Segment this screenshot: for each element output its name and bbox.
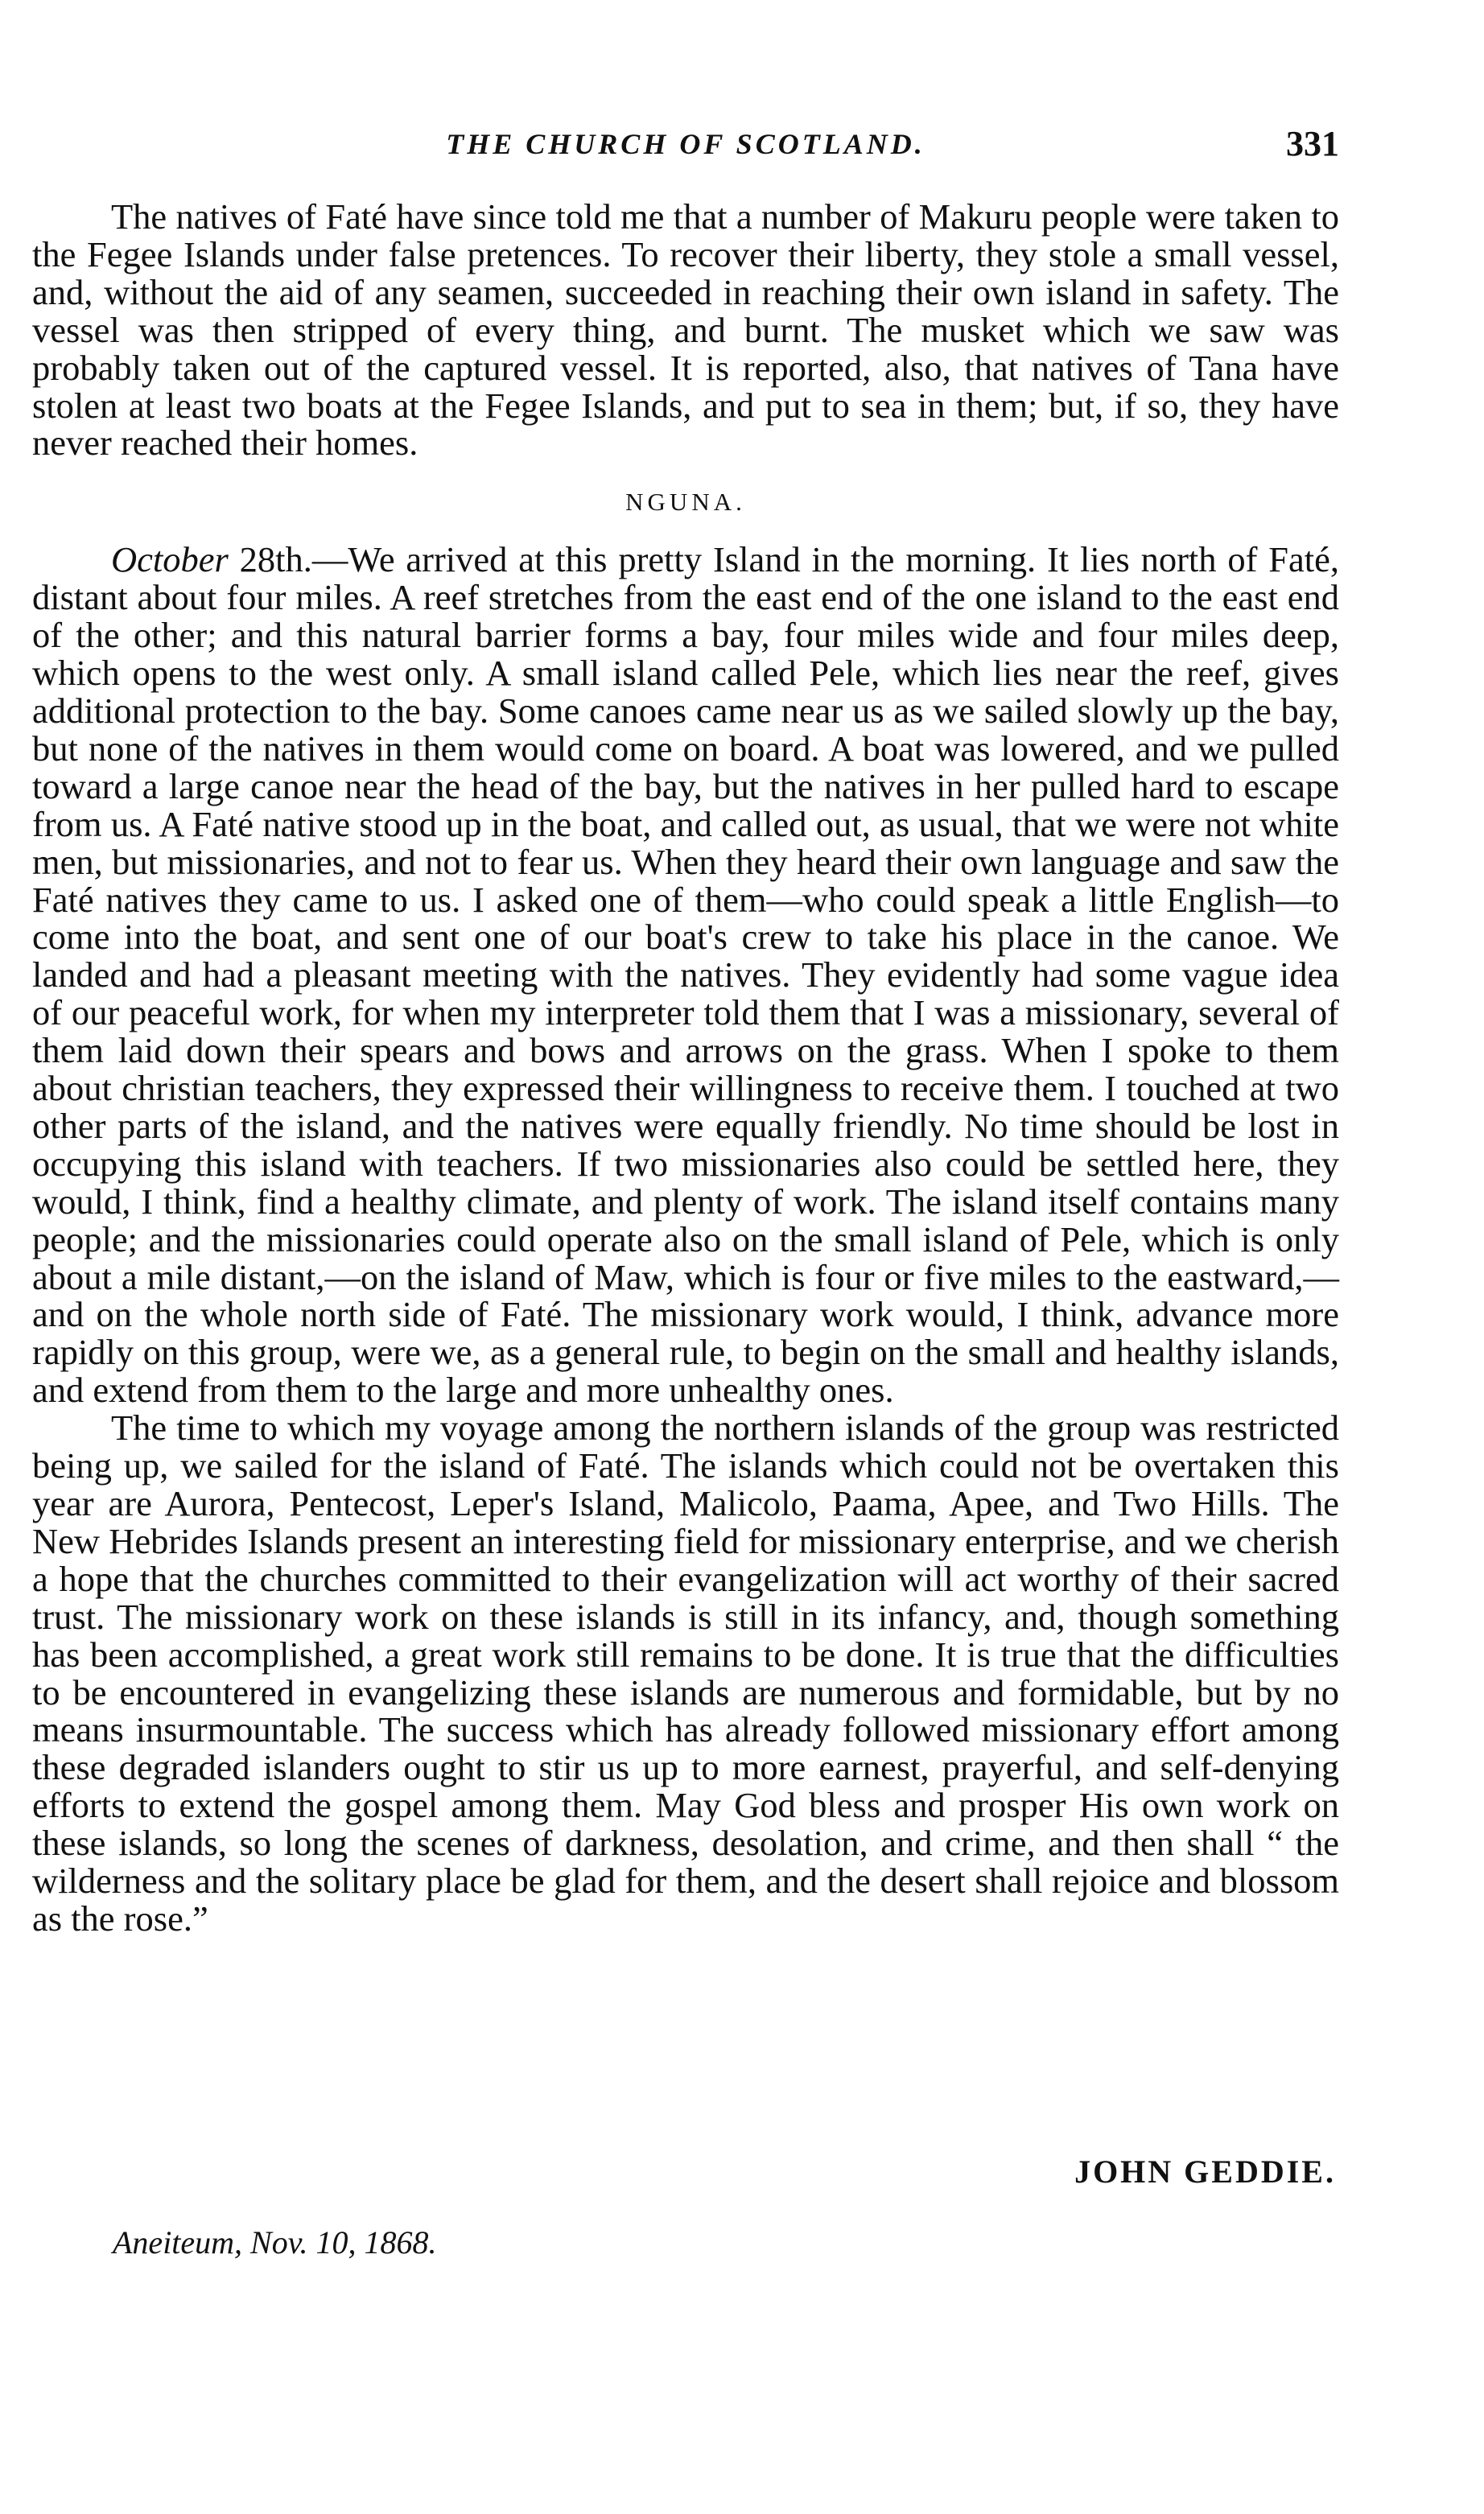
page-number: 331 <box>1286 124 1339 163</box>
paragraph-nguna-visit-text: 28th.—We arrived at this pretty Island in the morning. It lies north of Faté, distant about four miles. A reef stretches from the east end of the one island to the east end of the other; and this natural barrier forms a bay, four miles wide and four miles deep, which opens to the west only. A small island called Pele, which lies near the reef, gives additional protection to the bay. Some canoes came near us as we sailed slowly up the bay, but none of the natives in them would come on board. A boat was lowered, and we pulled toward a large canoe near the head of the bay, but the natives in her pulled hard to escape from us. A Faté native stood up in the boat, and called out, as usual, that we were not white men, but missionaries, and not to fear us. When they heard their own language and saw the Faté natives they came to us. I asked one of them—who could speak a little English—to come into the boat, and sent one of our boat's crew to take his place in the canoe. We landed and had a pleasant meeting with the natives. They evidently had some vague idea of our peaceful work, for when my interpreter told them that I was a missionary, several of them laid down their spears and bows and arrows on the grass. When I spoke to them about christian teachers, they expressed their willingness to receive them. I touched at two other parts of the island, and the natives were equally friendly. No time should be lost in occupying this island with teachers. If two missionaries also could be settled here, they would, I think, find a healthy climate, and plenty of work. The island itself contains many people; and the missionaries could operate also on the small island of Pele, which is only about a mile distant,—on the island of Maw, which is four or five miles to the eastward,—and on the whole north side of Faté. The missionary work would, I think, advance more rapidly on this group, were we, as a general rule, to begin on the small and healthy islands, and extend from them to the large and more unhealthy ones. <box>32 539 1339 1411</box>
paragraph-makuru-captives: The natives of Faté have since told me that a number of Makuru people were taken to the Fegee Islands under false pretences. To recover their liberty, they stole a small vessel, and, without the aid of any seamen, succeeded in reaching their own island in safety. The vessel was then stripped of every thing, and burnt. The musket which we saw was probably taken out of the captured vessel. It is reported, also, that natives of Tana have stolen at least two boats at the Fegee Islands, and put to sea in them; but, if so, they have never reached their homes. <box>32 196 1339 464</box>
paragraph-closing-remarks: The time to which my voyage among the northern islands of the group was restricted being up, we sailed for the island of Faté. The islands which could not be overtaken this year are Aurora, Pentecost, Leper's Island, Malicolo, Paama, Apee, and Two Hills. The New Hebrides Islands present an interesting field for missionary enterprise, and we cherish a hope that the churches committed to their evangelization will act worthy of their sacred trust. The missionary work on these islands is still in its infancy, and, though something has been accomplished, a great work still remains to be done. It is true that the difficulties to be encountered in evangelizing these islands are numerous and formidable, but by no means insurmountable. The success which has already followed missionary effort among these degraded islanders ought to stir us up to more earnest, prayerful, and self-denying efforts to extend the gospel among them. May God bless and prosper His own work on these islands, so long the scenes of darkness, desolation, and crime, and then shall “ the wilderness and the solitary place be glad for them, and the desert shall rejoice and blossom as the rose.” <box>32 1407 1339 1939</box>
paragraph-nguna-visit <box>32 541 1339 1409</box>
date-lead: October <box>111 539 229 580</box>
section-heading: NGUNA. <box>625 488 746 517</box>
page-header <box>32 124 1339 164</box>
dateline: Aneiteum, Nov. 10, 1868. <box>113 2224 437 2261</box>
body-text <box>32 198 1339 1938</box>
running-title: THE CHURCH OF SCOTLAND. <box>446 128 925 160</box>
signature: JOHN GEDDIE. <box>1074 2153 1336 2190</box>
